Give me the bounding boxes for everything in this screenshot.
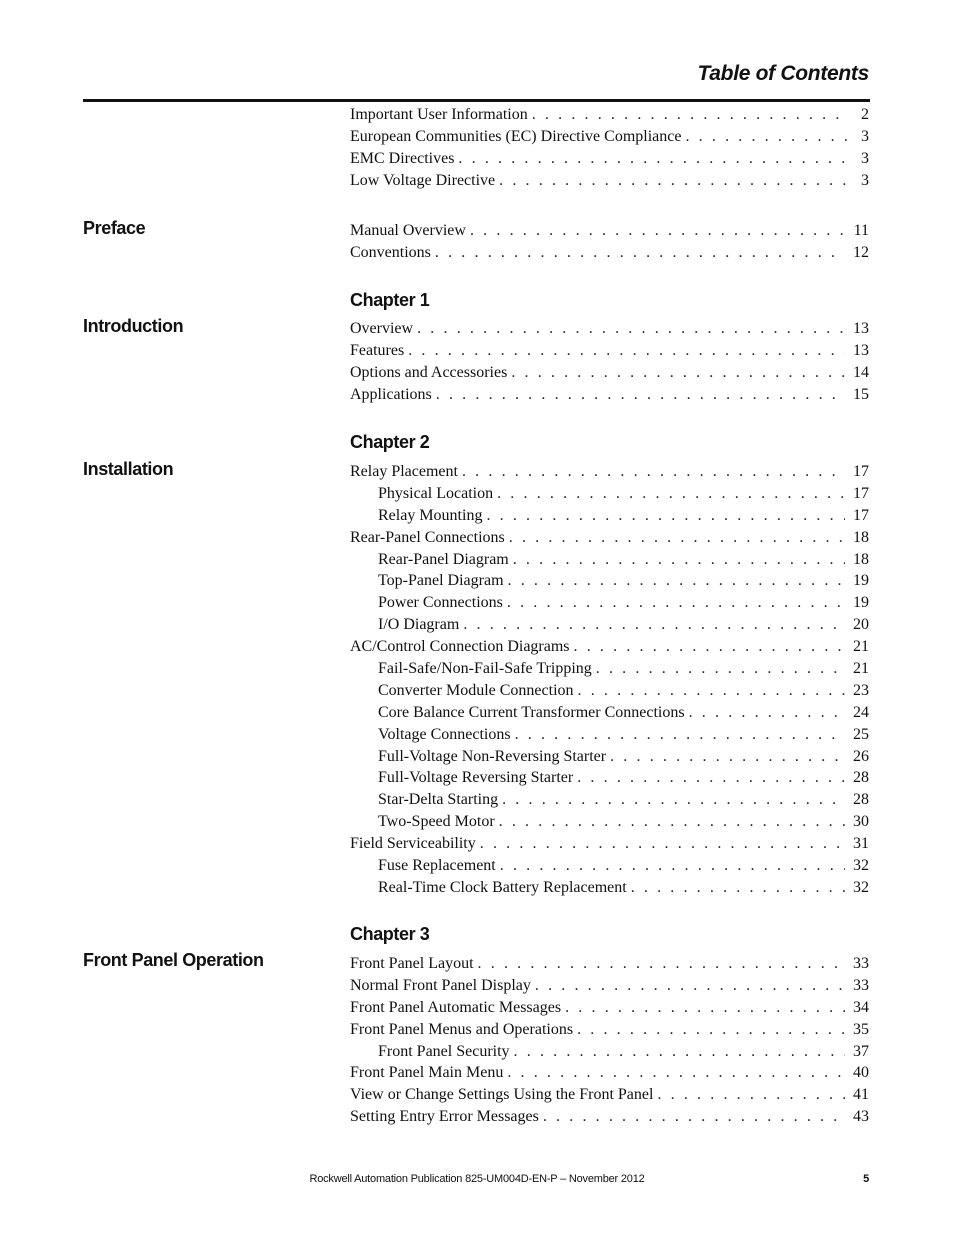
toc-entry-page: 30: [853, 813, 869, 831]
toc-entry-title: Two-Speed Motor: [378, 813, 495, 831]
toc-subentry[interactable]: [350, 614, 869, 636]
toc-entry-page: 23: [853, 681, 869, 699]
toc-entry[interactable]: [350, 384, 869, 406]
toc-entry-title: Manual Overview: [350, 222, 466, 239]
toc-entry-title: Front Panel Automatic Messages: [350, 998, 562, 1016]
toc-subentry[interactable]: [350, 680, 869, 702]
toc-entry[interactable]: [350, 340, 869, 362]
toc-entry[interactable]: [350, 953, 869, 975]
toc-entry-page: 28: [853, 791, 869, 809]
toc-entry-title: Overview: [350, 320, 414, 337]
toc-entry-page: 34: [853, 998, 869, 1016]
toc-subentry[interactable]: [350, 767, 869, 789]
toc-entry-title: Voltage Connections: [378, 725, 511, 743]
chapter1-entries: [350, 318, 869, 406]
toc-entry[interactable]: [350, 461, 869, 483]
toc-entry-title: Applications: [350, 385, 432, 403]
toc-entry-page: 33: [853, 955, 869, 972]
toc-entry-title: Front Panel Menus and Operations: [350, 1020, 574, 1038]
toc-entry-title: Full-Voltage Reversing Starter: [378, 769, 574, 787]
toc-entry[interactable]: [350, 1084, 869, 1106]
toc-entry-page: 13: [853, 341, 869, 359]
toc-entry-page: 17: [853, 506, 869, 524]
toc-entry[interactable]: [350, 975, 869, 997]
toc-entry-page: 17: [853, 484, 869, 502]
toc-entry-page: 24: [853, 703, 869, 721]
toc-entry-page: 43: [853, 1108, 869, 1126]
toc-subentry[interactable]: [350, 724, 869, 746]
toc-entry-title: Normal Front Panel Display: [350, 976, 531, 994]
toc-entry-title: AC/Control Connection Diagrams: [350, 638, 570, 656]
chapter-heading-1: Chapter 1: [350, 290, 430, 310]
toc-entry-title: Power Connections: [378, 594, 503, 612]
toc-entry-page: 21: [853, 660, 869, 678]
toc-entry-page: 25: [853, 725, 869, 743]
toc-entry-page: 37: [853, 1042, 869, 1060]
toc-entry-page: 18: [853, 528, 869, 546]
toc-entry[interactable]: [350, 833, 869, 855]
toc-entry-page: 19: [853, 594, 869, 612]
toc-entry-title: European Communities (EC) Directive Compliance: [350, 127, 682, 145]
chapter-heading-3: Chapter 3: [350, 924, 430, 944]
toc-entry-page: 12: [853, 243, 869, 261]
toc-entry[interactable]: [350, 170, 869, 192]
toc-entry-title: Fail-Safe/Non-Fail-Safe Tripping: [378, 660, 592, 678]
toc-entry-page: 26: [853, 747, 869, 765]
publication-info: Rockwell Automation Publication 825-UM004D-EN-P – November 2012: [309, 1173, 645, 1185]
toc-entry[interactable]: [350, 636, 869, 658]
chapter-heading-2: Chapter 2: [350, 432, 430, 452]
toc-subentry[interactable]: [350, 658, 869, 680]
toc-entry-title: Low Voltage Directive: [350, 171, 496, 189]
toc-subentry[interactable]: [350, 592, 869, 614]
toc-entry-title: Real-Time Clock Battery Replacement: [378, 878, 627, 896]
toc-subentry[interactable]: [350, 789, 869, 811]
toc-entry[interactable]: [350, 318, 869, 340]
toc-entry-page: 28: [853, 769, 869, 787]
toc-entry-title: Rear-Panel Connections: [350, 528, 505, 546]
toc-entry[interactable]: [350, 1106, 869, 1128]
toc-entry-title: EMC Directives: [350, 149, 455, 167]
section-label-preface: Preface: [83, 218, 146, 238]
front-matter-entries: [350, 104, 869, 192]
toc-entry-page: 13: [853, 320, 869, 337]
toc-entry[interactable]: [350, 997, 869, 1019]
toc-entry-title: Core Balance Current Transformer Connections: [378, 703, 685, 721]
toc-entry-title: Conventions: [350, 243, 431, 261]
toc-entry-page: 11: [853, 222, 869, 239]
toc-entry-page: 40: [853, 1064, 869, 1082]
title-divider: [83, 99, 870, 102]
toc-entry-title: Star-Delta Starting: [378, 791, 499, 809]
toc-entry-title: Physical Location: [378, 484, 494, 502]
toc-subentry[interactable]: [350, 505, 869, 527]
toc-entry-page: 19: [853, 572, 869, 590]
toc-entry[interactable]: [350, 527, 869, 549]
toc-entry-title: Features: [350, 341, 405, 359]
toc-subentry[interactable]: [350, 483, 869, 505]
page-title: Table of Contents: [697, 62, 869, 85]
toc-entry-title: Relay Mounting: [378, 506, 483, 524]
toc-entry-title: Front Panel Layout: [350, 955, 474, 972]
preface-entries: [350, 220, 869, 264]
toc-subentry[interactable]: [350, 877, 869, 899]
toc-entry-page: 41: [853, 1086, 869, 1104]
toc-entry-page: 17: [853, 463, 869, 480]
section-label-front-panel-operation: Front Panel Operation: [83, 950, 264, 970]
toc-entry-page: 31: [853, 835, 869, 853]
toc-entry-page: 3: [861, 149, 869, 167]
toc-entry-title: Rear-Panel Diagram: [378, 550, 509, 568]
page-number: 5: [863, 1173, 869, 1185]
toc-subentry[interactable]: [350, 549, 869, 571]
toc-entry-page: 32: [853, 857, 869, 875]
chapter2-entries: [350, 461, 869, 899]
toc-entry-title: Converter Module Connection: [378, 681, 574, 699]
toc-entry-title: Setting Entry Error Messages: [350, 1108, 539, 1126]
toc-entry-page: 21: [853, 638, 869, 656]
toc-entry-page: 3: [861, 171, 869, 189]
section-label-installation: Installation: [83, 459, 174, 479]
toc-entry-title: Front Panel Security: [378, 1042, 510, 1060]
toc-entry[interactable]: [350, 362, 869, 384]
toc-entry-page: 18: [853, 550, 869, 568]
toc-entry-page: 14: [853, 363, 869, 381]
toc-entry[interactable]: [350, 126, 869, 148]
toc-entry-title: Field Serviceability: [350, 835, 476, 853]
toc-entry-title: Relay Placement: [350, 463, 458, 480]
toc-entry[interactable]: [350, 242, 869, 264]
toc-entry[interactable]: [350, 1019, 869, 1041]
toc-entry-title: Options and Accessories: [350, 363, 508, 381]
toc-entry-title: Important User Information: [350, 106, 528, 123]
toc-subentry[interactable]: [350, 1041, 869, 1063]
toc-subentry[interactable]: [350, 855, 869, 877]
toc-entry-page: 35: [853, 1020, 869, 1038]
toc-subentry[interactable]: [350, 746, 869, 768]
section-label-introduction: Introduction: [83, 316, 184, 336]
toc-entry-page: 33: [853, 976, 869, 994]
toc-entry[interactable]: [350, 104, 869, 126]
toc-entry-title: Full-Voltage Non-Reversing Starter: [378, 747, 607, 765]
toc-subentry[interactable]: [350, 570, 869, 592]
toc-entry-page: 2: [861, 106, 869, 123]
chapter3-entries: [350, 953, 869, 1128]
toc-entry-page: 15: [853, 385, 869, 403]
toc-entry[interactable]: [350, 220, 869, 242]
toc-entry-page: 20: [853, 616, 869, 634]
toc-entry-title: Fuse Replacement: [378, 857, 496, 875]
toc-entry-title: Top-Panel Diagram: [378, 572, 504, 590]
toc-subentry[interactable]: [350, 702, 869, 724]
toc-entry-page: 3: [861, 127, 869, 145]
toc-entry[interactable]: [350, 1062, 869, 1084]
toc-entry-title: View or Change Settings Using the Front Panel: [350, 1086, 654, 1104]
toc-entry-title: I/O Diagram: [378, 616, 460, 634]
toc-subentry[interactable]: [350, 811, 869, 833]
toc-entry[interactable]: [350, 148, 869, 170]
toc-entry-title: Front Panel Main Menu: [350, 1064, 504, 1082]
toc-entry-page: 32: [853, 878, 869, 896]
